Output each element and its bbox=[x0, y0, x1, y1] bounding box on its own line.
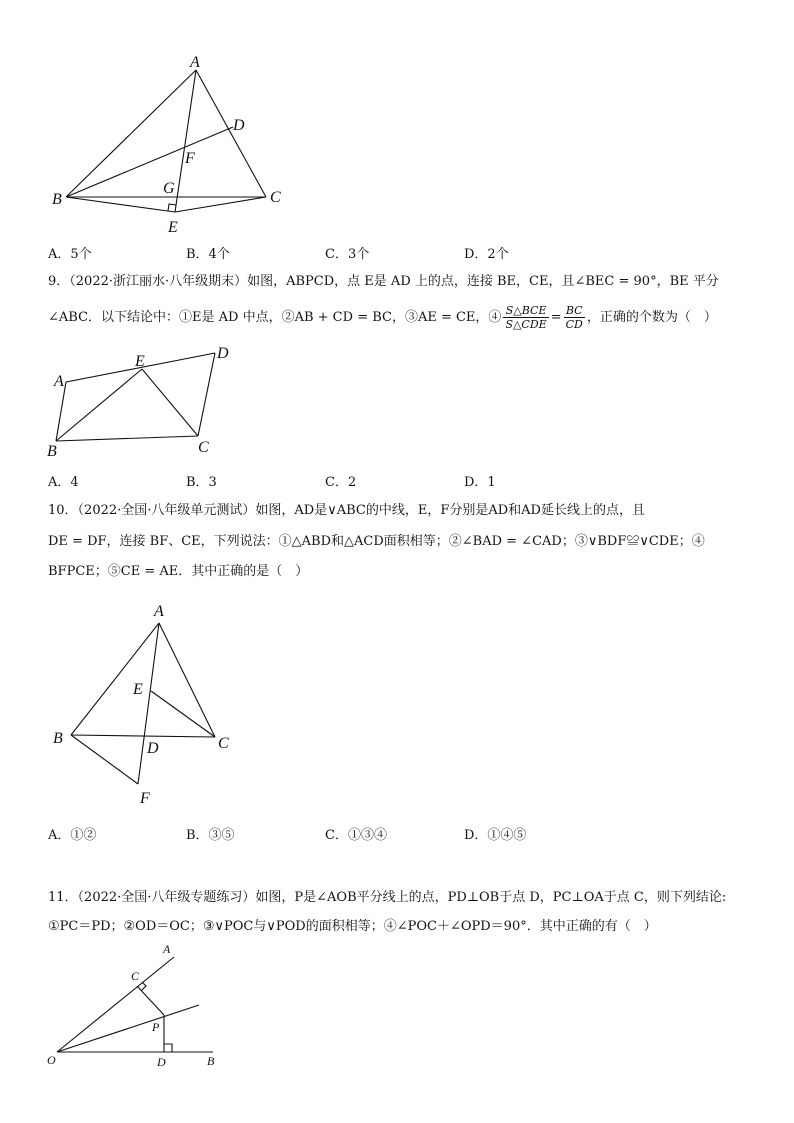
q11-label-d: D bbox=[157, 1055, 166, 1069]
q8-segment-bd bbox=[66, 127, 233, 197]
q10-label-d: D bbox=[147, 740, 159, 757]
q9-choice-c[interactable]: C．2 bbox=[325, 475, 357, 490]
q8-label-g: G bbox=[163, 180, 175, 197]
q10-label-e: E bbox=[133, 681, 143, 698]
q8-choices bbox=[48, 243, 608, 261]
q10-choice-c[interactable]: C．①③④ bbox=[325, 828, 387, 843]
q10-choice-a[interactable]: A．①② bbox=[48, 828, 97, 843]
q8-segment-ae bbox=[175, 70, 196, 212]
q9-choice-a[interactable]: A．4 bbox=[48, 475, 79, 490]
q8-label-b: B bbox=[52, 191, 62, 208]
q10-segment-af bbox=[138, 623, 159, 784]
q9-frac-num: S△BCE bbox=[503, 304, 548, 318]
q10-segment-ce bbox=[151, 691, 215, 737]
q10-label-f: F bbox=[140, 790, 150, 807]
q9-segment-be bbox=[56, 369, 142, 441]
q8-choice-b[interactable]: B．4个 bbox=[186, 247, 230, 262]
q8-label-e: E bbox=[168, 219, 178, 236]
q9-label-a: A bbox=[54, 373, 64, 390]
q9-segment-ce bbox=[142, 369, 198, 436]
q8-segment-ce bbox=[175, 197, 266, 212]
q8-label-d: D bbox=[233, 117, 245, 134]
q10-stem-line2: DE = DF，连接 BF、CE，下列说法：①△ABD和△ACD面积相等；②∠BAD = ∠CAD；③∨BDF≌∨CDE；④ bbox=[48, 534, 705, 549]
q9-stem-line2-pre: ∠ABC．以下结论中：①E是 AD 中点，②AB + CD = BC，③AE = CE，④ bbox=[48, 310, 502, 325]
q11-label-a: A bbox=[163, 942, 171, 956]
q8-choice-d[interactable]: D．2个 bbox=[464, 247, 509, 262]
q10-choices bbox=[48, 824, 608, 842]
q10-segment-ac bbox=[159, 623, 215, 737]
q10-label-a: A bbox=[154, 603, 164, 620]
q9-segment-ab bbox=[56, 382, 66, 441]
q9-segment-bc bbox=[56, 436, 198, 441]
q11-label-c: C bbox=[131, 969, 140, 983]
q8-segment-ac bbox=[196, 70, 266, 197]
q8-label-c: C bbox=[270, 189, 281, 206]
q10-choice-b[interactable]: B．③⑤ bbox=[186, 828, 235, 843]
q9-choice-d[interactable]: D．1 bbox=[464, 475, 496, 490]
q10-segment-bf bbox=[71, 735, 138, 784]
q10-label-b: B bbox=[53, 730, 63, 747]
q9-frac2-den: CD bbox=[565, 318, 583, 331]
q8-choice-a[interactable]: A．5个 bbox=[48, 247, 92, 262]
q11-label-p: P bbox=[152, 1020, 160, 1034]
q10-figure bbox=[0, 595, 794, 815]
q9-segment-cd bbox=[198, 353, 215, 436]
q9-stem-line1: 9．（2022·浙江丽水·八年级期末）如图，ABPCD，点 E是 AD 上的点，连接 BE，CE，且∠BEC = 90°，BE 平分 bbox=[48, 274, 719, 289]
q9-side-fraction bbox=[564, 304, 585, 331]
q9-stem-line2 bbox=[48, 300, 717, 336]
q10-segment-bc bbox=[71, 735, 215, 737]
q9-frac-den: S△CDE bbox=[505, 318, 547, 331]
q9-area-fraction bbox=[503, 304, 548, 331]
q9-stem-line2-post: ，正确的个数为（ ） bbox=[586, 310, 717, 325]
q11-right-angle-mark-d bbox=[164, 1044, 172, 1052]
q8-segment-be bbox=[66, 197, 175, 212]
q9-choices bbox=[48, 471, 608, 489]
q10-stem-line3: BFPCE；⑤CE = AE．其中正确的是（ ） bbox=[48, 564, 309, 579]
q8-choice-c[interactable]: C．3个 bbox=[325, 247, 370, 262]
q9-label-b: B bbox=[47, 443, 57, 460]
q9-label-e: E bbox=[135, 353, 145, 370]
q10-stem-line1: 10．（2022·全国·八年级单元测试）如图，AD是∨ABC的中线，E，F分别是AD和AD延长线上的点，且 bbox=[48, 503, 645, 518]
q11-ray-bisector bbox=[57, 1005, 199, 1052]
q9-label-c: C bbox=[198, 439, 209, 456]
q9-eq: = bbox=[550, 310, 562, 325]
q10-choice-d[interactable]: D．①④⑤ bbox=[464, 828, 527, 843]
q8-segment-ab bbox=[66, 70, 196, 197]
q11-figure bbox=[0, 940, 794, 1070]
q10-label-c: C bbox=[218, 735, 229, 752]
q9-choice-b[interactable]: B．3 bbox=[186, 475, 217, 490]
q9-frac2-num: BC bbox=[564, 304, 585, 318]
q9-label-d: D bbox=[217, 345, 229, 362]
q11-stem-line1: 11．（2022·全国·八年级专题练习）如图，P是∠AOB平分线上的点，PD⊥OB于点 D，PC⊥OA于点 C，则下列结论: bbox=[48, 890, 727, 905]
q11-label-b: B bbox=[207, 1054, 215, 1068]
q10-segment-ab bbox=[71, 623, 159, 735]
q9-figure bbox=[0, 340, 794, 460]
q11-label-o: O bbox=[47, 1053, 56, 1067]
q8-label-f: F bbox=[185, 150, 195, 167]
q8-figure bbox=[0, 0, 794, 240]
q8-label-a: A bbox=[190, 54, 200, 71]
q11-stem-line2: ①PC＝PD；②OD＝OC；③∨POC与∨POD的面积相等；④∠POC＋∠OPD＝90°．其中正确的有（ ） bbox=[48, 919, 657, 934]
q11-ray-oa bbox=[57, 957, 174, 1052]
